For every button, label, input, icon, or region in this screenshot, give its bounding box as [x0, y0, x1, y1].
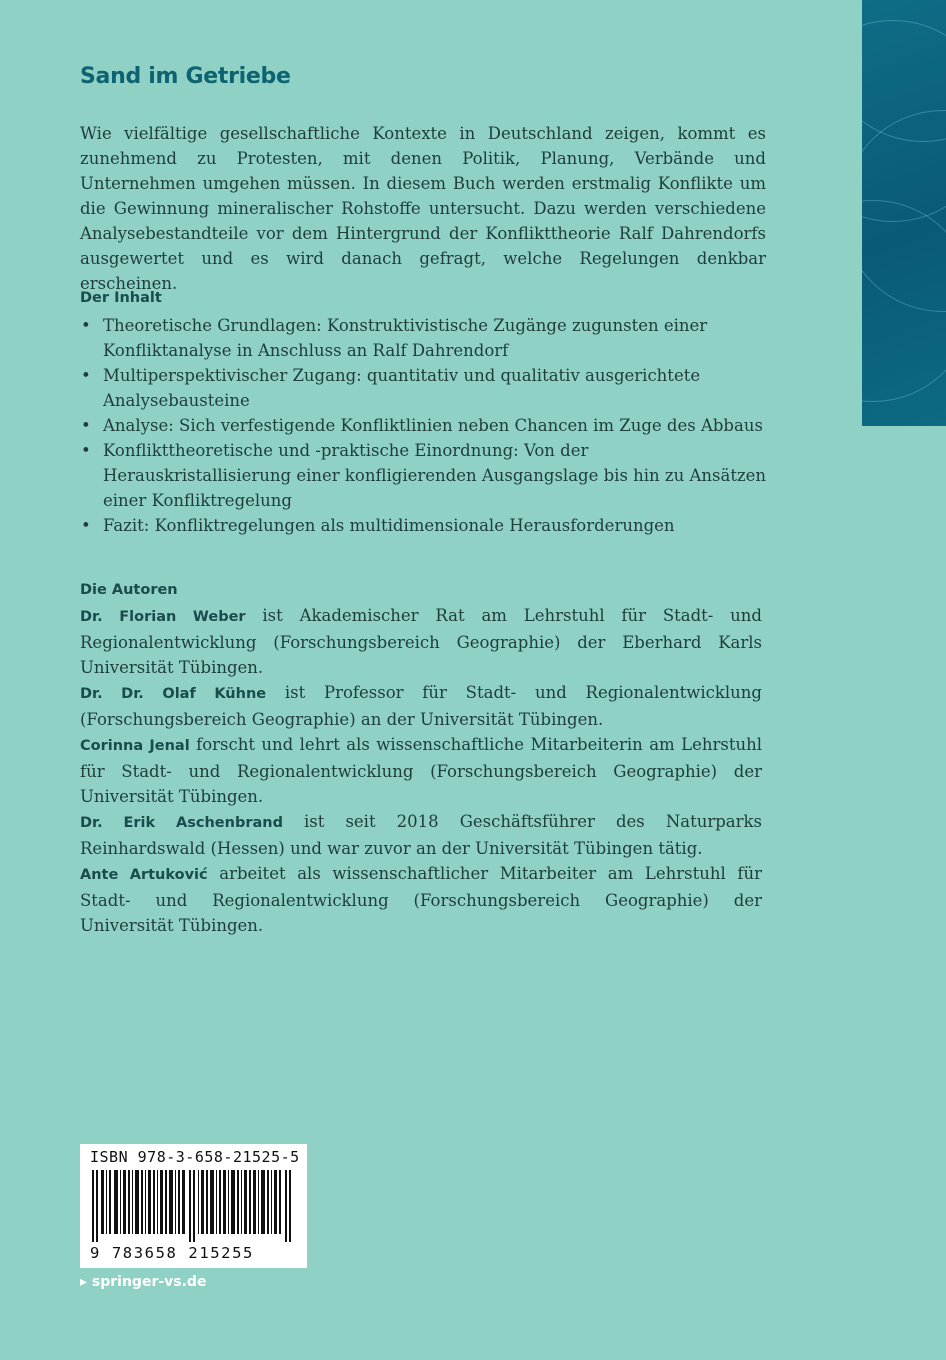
book-title: Sand im Getriebe [80, 64, 291, 89]
intro-paragraph: Wie vielfältige gesellschaftliche Kontexte in Deutschland zeigen, kommt es zunehmend zu Protesten, mit denen Politik, Planung, Verbände und Unternehmen umgehen müssen. In diesem Buch werden erstmalig Konflikte um die Gewinnung mineralischer Rohstoffe untersucht. Dazu werden verschiedene Analysebestandteile vor dem Hintergrund der Konflikttheorie Ralf Dahrendorfs ausgewertet und es wird danach gefragt, welche Regelungen denkbar erscheinen. [80, 124, 766, 293]
author-entry [80, 603, 762, 680]
author-entry [80, 732, 762, 809]
author-bio: ist seit 2018 Geschäftsführer des Naturparks Reinhardswald (Hessen) und war zuvor an der Universität Tübingen tätig. [80, 812, 762, 858]
contents-heading: Der Inhalt [80, 290, 162, 306]
author-bio: ist Professor für Stadt- und Regionalentwicklung (Forschungsbereich Geographie) an der Universität Tübingen. [80, 683, 762, 729]
author-name: Corinna Jenal [80, 738, 190, 754]
contents-item-text: Fazit: Konfliktregelungen als multidimensionale Herausforderungen [103, 516, 675, 535]
contents-item-text: Konflikttheoretische und -praktische Einordnung: Von der Herauskristallisierung einer konfligierenden Ausgangslage bis hin zu Ansätzen einer Konfliktregelung [103, 441, 767, 510]
contents-item-text: Analyse: Sich verfestigende Konfliktlinien neben Chancen im Zuge des Abbaus [103, 416, 763, 435]
isbn-barcode [80, 1144, 307, 1268]
author-bio: forscht und lehrt als wissenschaftliche Mitarbeiterin am Lehrstuhl für Stadt- und Regionalentwicklung (Forschungsbereich Geographie) der Universität Tübingen. [80, 735, 762, 806]
publisher-website-link[interactable]: ▸ springer-vs.de [80, 1274, 207, 1290]
author-entry [80, 861, 762, 938]
contents-item [80, 438, 770, 513]
barcode-bars [90, 1170, 298, 1242]
contents-item [80, 513, 770, 538]
author-name: Ante Artuković [80, 867, 208, 883]
author-bio: ist Akademischer Rat am Lehrstuhl für Stadt- und Regionalentwicklung (Forschungsbereich Geographie) der Eberhard Karls Universität Tübingen. [80, 606, 762, 677]
author-name: Dr. Florian Weber [80, 609, 246, 625]
decorative-side-band [862, 0, 946, 426]
author-entry [80, 680, 762, 732]
contents-item [80, 413, 770, 438]
contents-item-text: Theoretische Grundlagen: Konstruktivistische Zugänge zugunsten einer Konfliktanalyse in Anschluss an Ralf Dahrendorf [103, 316, 708, 360]
bullet: • [81, 366, 91, 385]
author-name: Dr. Dr. Olaf Kühne [80, 686, 267, 702]
contents-item-text: Multiperspektivischer Zugang: quantitativ und qualitativ ausgerichtete Analysebausteine [103, 366, 701, 410]
bullet: • [81, 316, 91, 335]
author-entry [80, 809, 762, 861]
barcode-digits: 9 783658 215255 [90, 1244, 254, 1262]
band-wave-decoration [862, 200, 946, 402]
author-name: Dr. Erik Aschenbrand [80, 815, 283, 831]
contents-list [80, 313, 770, 538]
author-bio: arbeitet als wissenschaftlicher Mitarbeiter am Lehrstuhl für Stadt- und Regionalentwicklung (Forschungsbereich Geographie) der Universität Tübingen. [80, 864, 763, 935]
bullet: • [81, 441, 91, 460]
bullet: • [81, 416, 91, 435]
isbn-number: ISBN 978-3-658-21525-5 [90, 1148, 300, 1166]
contents-item [80, 363, 770, 413]
authors-heading: Die Autoren [80, 582, 178, 598]
authors-section [80, 603, 762, 938]
contents-item [80, 313, 770, 363]
bullet: • [81, 516, 91, 535]
